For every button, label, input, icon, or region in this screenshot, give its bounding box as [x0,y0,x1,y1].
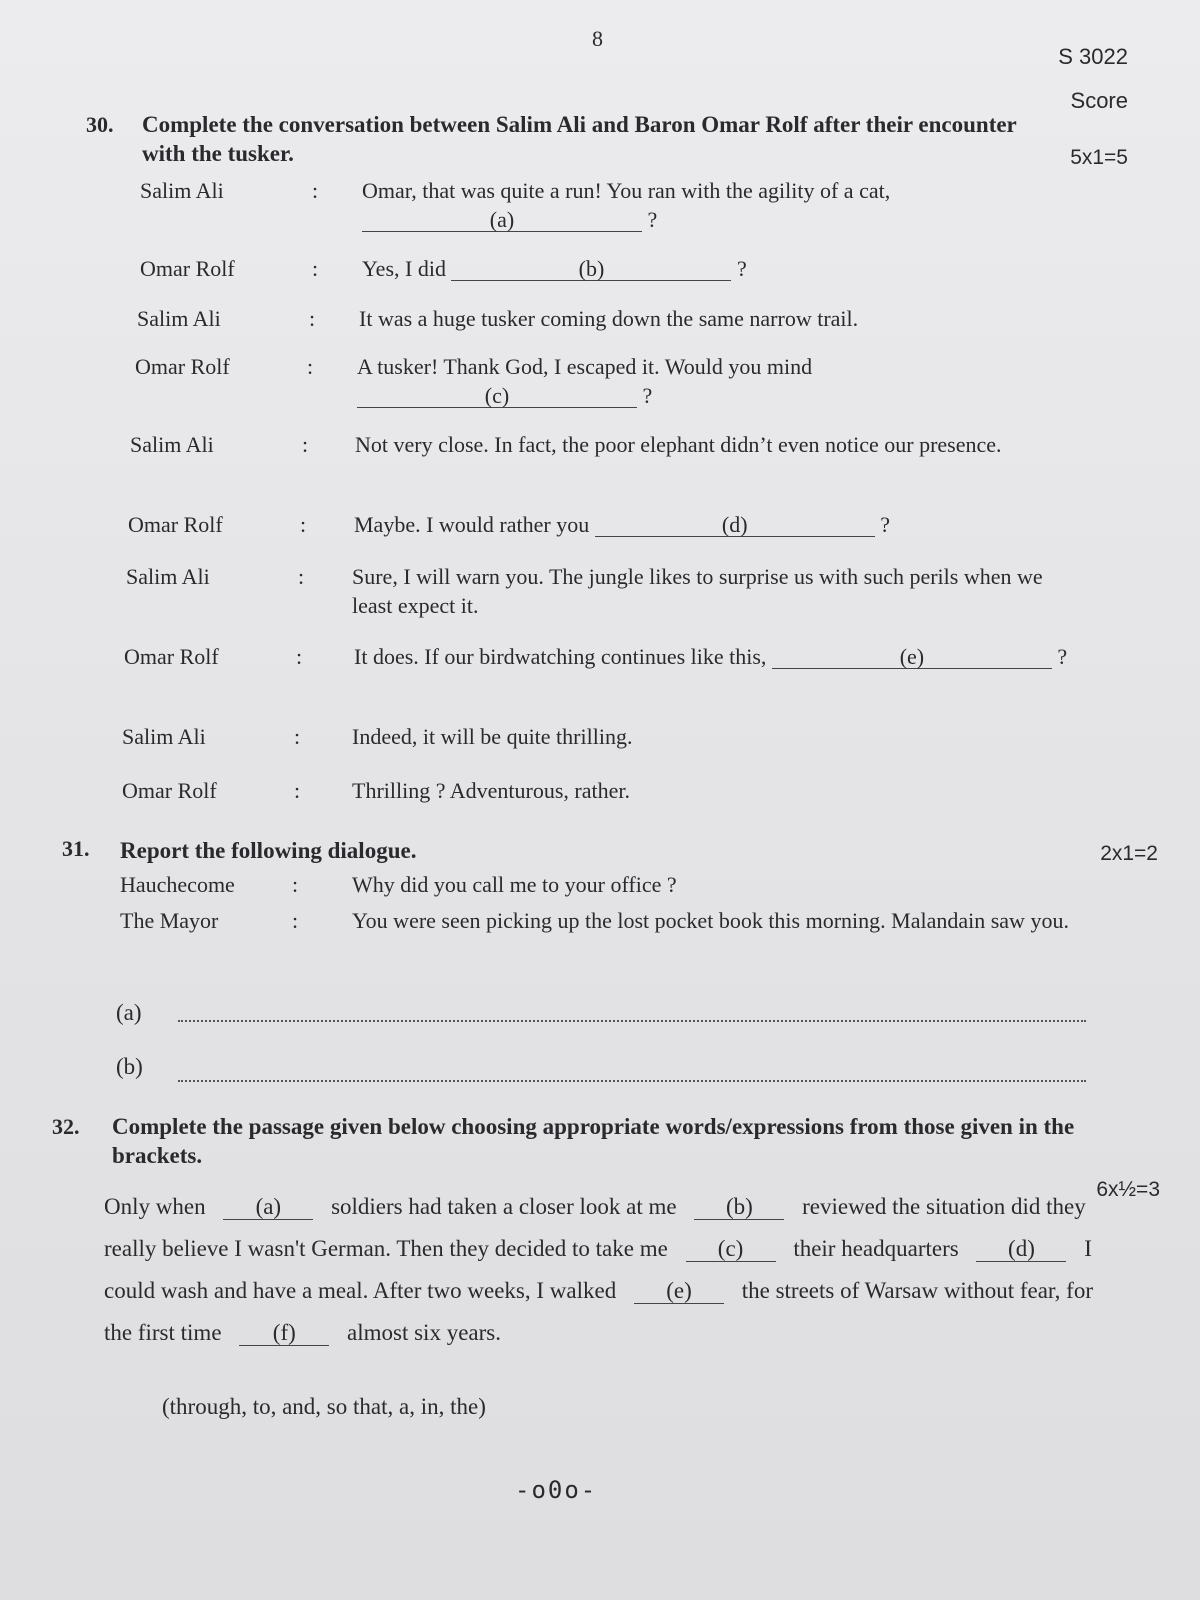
colon: : [292,908,299,933]
line-text: A tusker! Thank God, I escaped it. Would you mind [357,354,813,379]
passage-text: reviewed the situation did they really believe I wasn't German. Then they decided to take me [104,1194,1086,1261]
answer-label-b: (b) [116,1054,143,1079]
speaker-name: Omar Rolf [135,354,230,379]
speaker-name: Salim Ali [140,178,224,203]
question-30-marks: 5x1=5 [1070,146,1128,169]
question-mark: ? [1057,644,1068,669]
speaker-name: Omar Rolf [128,512,223,537]
speaker-name: Omar Rolf [140,256,235,281]
colon: : [292,872,299,897]
blank-e: (e) [772,646,1052,669]
line-text: Sure, I will warn you. The jungle likes to surprise us with such perils when we least expect it. [352,564,1043,618]
speaker-name: Salim Ali [126,564,210,589]
answer-line-b[interactable] [178,1078,1086,1082]
score-label: Score [1070,88,1128,113]
passage-text: their headquarters [793,1236,959,1261]
question-31-number: 31. [62,836,90,861]
line-text: Indeed, it will be quite thrilling. [352,724,633,749]
passage-blank-c: (c) [686,1237,776,1262]
word-options: (through, to, and, so that, a, in, the) [162,1394,486,1419]
question-32-marks: 6x½=3 [1096,1178,1160,1201]
line-text: Thrilling ? Adventurous, rather. [352,778,630,803]
line-text: Yes, I did [362,256,446,281]
colon: : [294,778,301,803]
speaker-name: Salim Ali [137,306,221,331]
question-31-marks: 2x1=2 [1100,842,1158,865]
speaker-name: Omar Rolf [122,778,217,803]
line-text: It was a huge tusker coming down the same narrow trail. [359,306,859,331]
end-mark: -o0o- [515,1476,598,1504]
passage-text: soldiers had taken a closer look at me [331,1194,677,1219]
blank-d: (d) [595,514,875,537]
blank-c: (c) [357,385,637,408]
line-text: Omar, that was quite a run! You ran with the agility of a cat, [362,178,891,203]
colon: : [307,354,314,379]
blank-a: (a) [362,209,642,232]
line-text: Why did you call me to your office ? [352,872,677,897]
question-30-prompt: Complete the conversation between Salim Ali and Baron Omar Rolf after their encounter with the tusker. [142,112,1017,166]
speaker-name: Salim Ali [130,432,214,457]
speaker-name: Omar Rolf [124,644,219,669]
answer-line-a[interactable] [178,1018,1086,1022]
passage-text: Only when [104,1194,206,1219]
colon: : [296,644,303,669]
passage [104,1186,1104,1354]
question-31-prompt: Report the following dialogue. [120,838,417,863]
line-text: Maybe. I would rather you [354,512,590,537]
answer-label-a: (a) [116,1000,142,1025]
paper-code: S 3022 [1058,44,1128,69]
colon: : [302,432,309,457]
colon: : [300,512,307,537]
page-number: 8 [592,26,603,51]
colon: : [312,178,319,203]
passage-text: I could wash and have a meal. After two weeks, I walked [104,1236,1092,1303]
question-mark: ? [880,512,890,537]
colon: : [309,306,316,331]
line-text: Not very close. In fact, the poor elephant didn’t even notice our presence. [355,432,1002,457]
passage-blank-b: (b) [694,1195,784,1220]
speaker-name: Salim Ali [122,724,206,749]
colon: : [294,724,301,749]
passage-blank-f: (f) [239,1321,329,1346]
question-32-number: 32. [52,1114,80,1139]
speaker-name: Hauchecome [120,872,235,897]
question-30-number: 30. [86,112,114,137]
line-text: You were seen picking up the lost pocket book this morning. Malandain saw you. [352,908,1069,933]
colon: : [312,256,319,281]
question-32-prompt: Complete the passage given below choosing appropriate words/expressions from those given in the brackets. [112,1114,1075,1168]
question-mark: ? [642,383,653,408]
speaker-name: The Mayor [120,908,219,933]
question-mark: ? [736,256,747,281]
passage-text: almost six years. [347,1320,501,1345]
passage-blank-e: (e) [634,1279,724,1304]
line-text: It does. If our birdwatching continues like this, [354,644,767,669]
colon: : [298,564,305,589]
question-mark: ? [647,207,658,232]
passage-text: the streets of Warsaw without fear, for the first time [104,1278,1093,1345]
blank-b: (b) [451,258,731,281]
passage-blank-a: (a) [223,1195,313,1220]
passage-blank-d: (d) [976,1237,1066,1262]
